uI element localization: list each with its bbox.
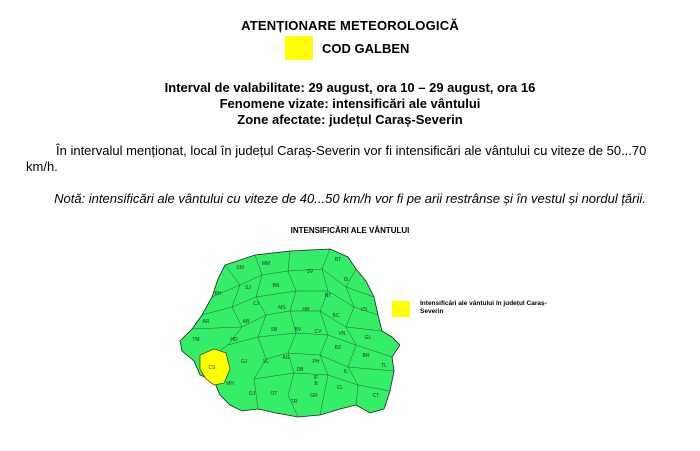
county-label-sv: SV <box>306 269 314 275</box>
alert-details <box>0 80 700 128</box>
county-label-gj: GJ <box>240 359 248 365</box>
county-label-br: BR <box>362 353 370 359</box>
county-label-cs: CS <box>208 365 216 371</box>
county-label-vs: VS <box>360 307 368 313</box>
county-label-bt: BT <box>334 257 342 263</box>
alert-code-label: COD GALBEN <box>322 40 410 56</box>
county-label-ar: AR <box>202 319 210 325</box>
county-label-bz: BZ <box>334 345 342 351</box>
county-label-hr: HR <box>302 307 310 313</box>
county-label-sj: SJ <box>245 285 251 291</box>
county-label-is: IS <box>343 277 349 283</box>
county-label-tr: TR <box>290 399 298 405</box>
romania-outline <box>180 249 400 417</box>
county-label-bh: BH <box>214 291 222 297</box>
county-label-cl: CL <box>336 385 344 391</box>
affected-zones-line: Zone afectate: județul Caraș-Severin <box>237 112 463 127</box>
county-label-bn: BN <box>272 283 280 289</box>
alert-code <box>285 36 409 60</box>
map-legend <box>392 300 570 317</box>
county-label-dj: DJ <box>248 391 256 397</box>
county-label-if: IF <box>313 375 319 381</box>
county-label-ct: CT <box>372 393 380 399</box>
forecast-paragraph: În intervalul menționat, local în județul Caraș-Severin vor fi intensificări ale vântului cu viteze de 50...70 km/h. <box>26 143 647 174</box>
county-label-ot: OT <box>270 391 278 397</box>
legend-yellow-swatch <box>392 301 410 317</box>
county-label-b: B <box>314 381 318 387</box>
county-label-gr: GR <box>310 393 318 399</box>
yellow-code-swatch <box>285 36 313 60</box>
county-label-hd: HD <box>230 337 238 343</box>
validity-interval: Interval de valabilitate: 29 august, ora 10 – 29 august, ora 16 <box>164 80 536 95</box>
note-paragraph: Notă: intensificări ale vântului cu viteze de 40...50 km/h vor fi pe arii restrânse și în vestul și nordul țării. <box>54 191 646 206</box>
county-label-nt: NT <box>324 293 332 299</box>
county-label-ms: MS <box>278 305 286 311</box>
county-label-cj: CJ <box>252 301 260 307</box>
romania-map <box>170 245 400 425</box>
county-label-vl: VL <box>262 359 270 365</box>
county-label-mm: MM <box>261 261 271 267</box>
county-label-vn: VN <box>338 331 346 337</box>
county-label-bv: BV <box>294 327 302 333</box>
county-label-ph: PH <box>312 359 320 365</box>
page-title: ATENȚIONARE METEOROLOGICĂ <box>241 18 459 33</box>
map-title: INTENSIFICĂRI ALE VÂNTULUI <box>290 226 410 235</box>
county-label-cv: CV <box>314 329 322 335</box>
county-label-gl: GL <box>364 335 372 341</box>
county-label-sb: SB <box>270 327 278 333</box>
county-label-ag: AG <box>282 355 290 361</box>
county-label-db: DB <box>296 367 304 373</box>
county-label-sm: SM <box>236 265 244 271</box>
county-label-ab: AB <box>242 319 250 325</box>
county-label-bc: BC <box>332 313 340 319</box>
county-label-mh: MH <box>226 381 234 387</box>
county-label-tm: TM <box>192 337 200 343</box>
county-label-tl: TL <box>381 363 387 369</box>
legend-label: Intensificări ale vântului în județul Caraș-Severin <box>420 300 547 315</box>
phenomena-line: Fenomene vizate: intensificări ale vântului <box>219 96 481 111</box>
county-label-il: IL <box>343 369 349 375</box>
